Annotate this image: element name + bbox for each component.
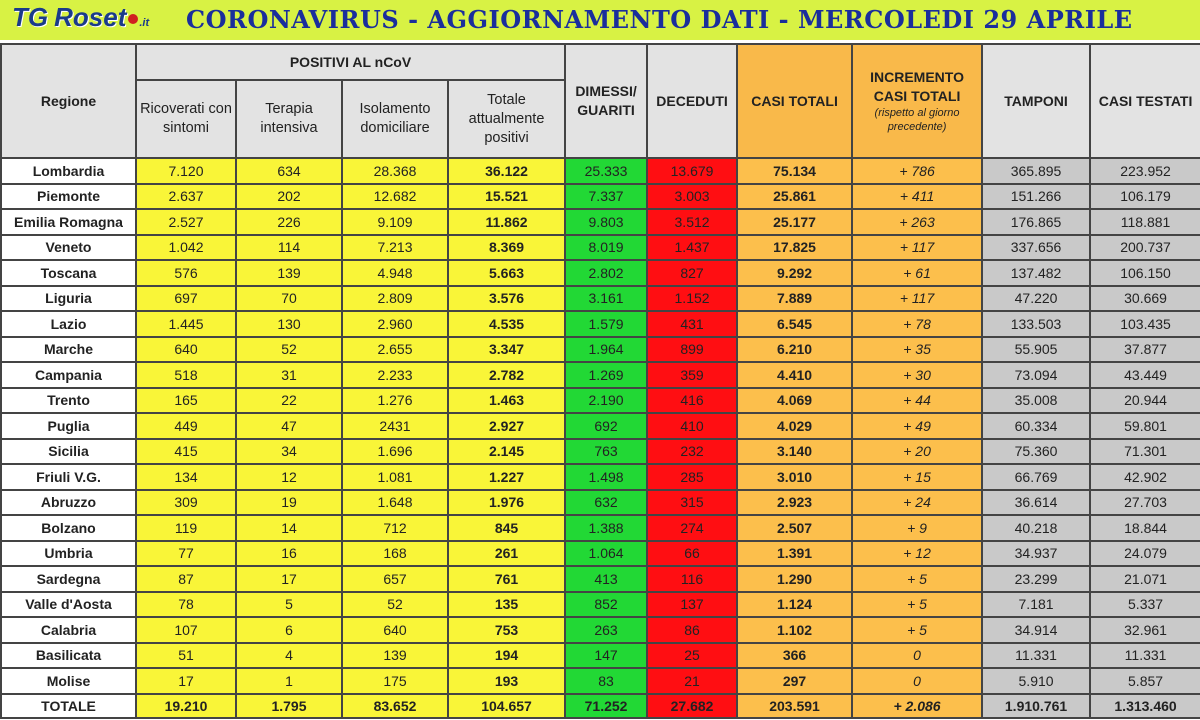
cell-ricoverati: 697 [136, 286, 236, 312]
cell-deceduti: 315 [647, 490, 737, 516]
cell-deceduti: 410 [647, 413, 737, 439]
cell-dimessi: 852 [565, 592, 647, 618]
cell-casi-testati: 37.877 [1090, 337, 1200, 363]
cell-isolamento: 2.233 [342, 362, 448, 388]
cell-ricoverati: 165 [136, 388, 236, 414]
cell-incremento: + 5 [852, 566, 982, 592]
header-incremento-note: (rispetto al giorno precedente) [874, 107, 960, 133]
cell-terapia: 19 [236, 490, 342, 516]
cell-ricoverati: 134 [136, 464, 236, 490]
cell-casi-totali: 7.889 [737, 286, 852, 312]
header-dimessi: DIMESSI/ GUARITI [565, 44, 647, 158]
table-row [1, 158, 1200, 184]
header-regione: Regione [1, 44, 136, 158]
cell-tamponi-total: 1.910.761 [982, 694, 1090, 718]
cell-totale-positivi: 193 [448, 668, 565, 694]
cell-totale-positivi: 761 [448, 566, 565, 592]
cell-deceduti: 274 [647, 515, 737, 541]
cell-incremento: 0 [852, 643, 982, 669]
cell-casi-testati: 118.881 [1090, 209, 1200, 235]
cell-tamponi: 337.656 [982, 235, 1090, 261]
cell-tamponi: 176.865 [982, 209, 1090, 235]
cell-casi-totali: 4.029 [737, 413, 852, 439]
cell-terapia: 34 [236, 439, 342, 465]
cell-tamponi: 47.220 [982, 286, 1090, 312]
cell-dimessi: 9.803 [565, 209, 647, 235]
cell-totale-positivi: 753 [448, 617, 565, 643]
cell-regione: Veneto [1, 235, 136, 261]
table-row [1, 413, 1200, 439]
cell-isolamento: 1.081 [342, 464, 448, 490]
cell-isolamento: 2.809 [342, 286, 448, 312]
cell-incremento: + 24 [852, 490, 982, 516]
cell-terapia: 5 [236, 592, 342, 618]
cell-tamponi: 60.334 [982, 413, 1090, 439]
cell-ricoverati: 309 [136, 490, 236, 516]
table-row [1, 311, 1200, 337]
table-row [1, 388, 1200, 414]
cell-ricoverati: 1.042 [136, 235, 236, 261]
cell-regione: Marche [1, 337, 136, 363]
header-positivi-group: POSITIVI AL nCoV [136, 44, 565, 80]
data-table-wrapper [0, 43, 1200, 720]
cell-totale-positivi: 4.535 [448, 311, 565, 337]
cell-dimessi: 2.190 [565, 388, 647, 414]
cell-casi-testati: 42.902 [1090, 464, 1200, 490]
cell-deceduti: 86 [647, 617, 737, 643]
cell-totale-positivi: 2.782 [448, 362, 565, 388]
cell-dimessi: 1.964 [565, 337, 647, 363]
cell-casi-testati: 27.703 [1090, 490, 1200, 516]
cell-ricoverati: 78 [136, 592, 236, 618]
cell-deceduti: 116 [647, 566, 737, 592]
cell-dimessi: 8.019 [565, 235, 647, 261]
cell-regione: Molise [1, 668, 136, 694]
cell-casi-testati: 21.071 [1090, 566, 1200, 592]
cell-incremento: + 786 [852, 158, 982, 184]
cell-casi-totali: 366 [737, 643, 852, 669]
cell-terapia: 6 [236, 617, 342, 643]
cell-isolamento: 9.109 [342, 209, 448, 235]
cell-regione: Lazio [1, 311, 136, 337]
table-row-total [1, 694, 1200, 718]
header-casi-totali: CASI TOTALI [737, 44, 852, 158]
cell-casi-totali: 4.069 [737, 388, 852, 414]
cell-isolamento: 657 [342, 566, 448, 592]
header-terapia: Terapia intensiva [236, 80, 342, 158]
cell-totale-positivi: 5.663 [448, 260, 565, 286]
cell-dimessi: 263 [565, 617, 647, 643]
cell-incremento: + 35 [852, 337, 982, 363]
cell-casi-totali: 17.825 [737, 235, 852, 261]
cell-tamponi: 73.094 [982, 362, 1090, 388]
cell-incremento: + 5 [852, 617, 982, 643]
cell-tamponi: 151.266 [982, 184, 1090, 210]
logo-dot-icon [128, 14, 138, 24]
cell-deceduti: 431 [647, 311, 737, 337]
cell-incremento: + 117 [852, 286, 982, 312]
cell-casi-totali: 3.140 [737, 439, 852, 465]
header-casi-testati: CASI TESTATI [1090, 44, 1200, 158]
cell-terapia: 226 [236, 209, 342, 235]
cell-casi-totali: 3.010 [737, 464, 852, 490]
cell-casi-testati: 71.301 [1090, 439, 1200, 465]
table-row [1, 235, 1200, 261]
cell-totale-positivi: 11.862 [448, 209, 565, 235]
table-row [1, 490, 1200, 516]
cell-deceduti: 285 [647, 464, 737, 490]
cell-terapia: 139 [236, 260, 342, 286]
cell-incremento: + 9 [852, 515, 982, 541]
cell-casi-testati: 59.801 [1090, 413, 1200, 439]
cell-isolamento: 712 [342, 515, 448, 541]
cell-totale-positivi: 36.122 [448, 158, 565, 184]
cell-totale-positivi: 261 [448, 541, 565, 567]
cell-regione: Valle d'Aosta [1, 592, 136, 618]
cell-terapia: 1 [236, 668, 342, 694]
cell-incremento: + 263 [852, 209, 982, 235]
cell-tamponi: 75.360 [982, 439, 1090, 465]
cell-terapia: 52 [236, 337, 342, 363]
cell-deceduti: 416 [647, 388, 737, 414]
cell-isolamento: 2431 [342, 413, 448, 439]
cell-casi-totali: 75.134 [737, 158, 852, 184]
cell-dimessi-total: 71.252 [565, 694, 647, 718]
cell-isolamento: 52 [342, 592, 448, 618]
cell-casi-totali: 25.861 [737, 184, 852, 210]
cell-isolamento: 2.960 [342, 311, 448, 337]
cell-isolamento: 12.682 [342, 184, 448, 210]
cell-deceduti: 1.437 [647, 235, 737, 261]
cell-casi-testati: 103.435 [1090, 311, 1200, 337]
cell-casi-totali: 25.177 [737, 209, 852, 235]
cell-incremento: + 49 [852, 413, 982, 439]
table-row [1, 515, 1200, 541]
cell-regione: Lombardia [1, 158, 136, 184]
cell-totale-positivi: 1.463 [448, 388, 565, 414]
cell-incremento: + 30 [852, 362, 982, 388]
cell-tamponi: 35.008 [982, 388, 1090, 414]
cell-dimessi: 3.161 [565, 286, 647, 312]
cell-deceduti: 827 [647, 260, 737, 286]
cell-casi-totali-total: 203.591 [737, 694, 852, 718]
cell-deceduti-total: 27.682 [647, 694, 737, 718]
cell-dimessi: 147 [565, 643, 647, 669]
cell-totale-positivi: 3.347 [448, 337, 565, 363]
cell-regione: Emilia Romagna [1, 209, 136, 235]
cell-incremento: + 78 [852, 311, 982, 337]
cell-incremento: 0 [852, 668, 982, 694]
cell-deceduti: 3.512 [647, 209, 737, 235]
cell-dimessi: 1.269 [565, 362, 647, 388]
cell-isolamento: 1.276 [342, 388, 448, 414]
cell-casi-totali: 4.410 [737, 362, 852, 388]
cell-tamponi: 5.910 [982, 668, 1090, 694]
cell-deceduti: 13.679 [647, 158, 737, 184]
cell-casi-testati: 106.179 [1090, 184, 1200, 210]
cell-ricoverati: 2.637 [136, 184, 236, 210]
table-row [1, 286, 1200, 312]
header-incremento [852, 44, 982, 158]
cell-terapia: 634 [236, 158, 342, 184]
cell-casi-testati: 18.844 [1090, 515, 1200, 541]
cell-isolamento: 1.696 [342, 439, 448, 465]
cell-totale-positivi: 1.227 [448, 464, 565, 490]
cell-isolamento: 28.368 [342, 158, 448, 184]
cell-regione: Umbria [1, 541, 136, 567]
cell-dimessi: 83 [565, 668, 647, 694]
cell-ricoverati: 449 [136, 413, 236, 439]
cell-incremento: + 411 [852, 184, 982, 210]
cell-isolamento: 1.648 [342, 490, 448, 516]
cell-terapia: 14 [236, 515, 342, 541]
cell-totale-positivi-total: 104.657 [448, 694, 565, 718]
logo-suffix: .it [139, 17, 150, 29]
cell-regione: Liguria [1, 286, 136, 312]
cell-terapia: 47 [236, 413, 342, 439]
cell-ricoverati: 640 [136, 337, 236, 363]
cell-ricoverati: 518 [136, 362, 236, 388]
table-body [1, 158, 1200, 718]
cell-tamponi: 55.905 [982, 337, 1090, 363]
cell-casi-testati: 200.737 [1090, 235, 1200, 261]
cell-totale-positivi: 194 [448, 643, 565, 669]
cell-totale-positivi: 15.521 [448, 184, 565, 210]
cell-ricoverati-total: 19.210 [136, 694, 236, 718]
cell-deceduti: 66 [647, 541, 737, 567]
cell-totale-positivi: 8.369 [448, 235, 565, 261]
cell-casi-testati: 106.150 [1090, 260, 1200, 286]
table-row [1, 362, 1200, 388]
cell-regione: Abruzzo [1, 490, 136, 516]
cell-ricoverati: 2.527 [136, 209, 236, 235]
cell-casi-totali: 9.292 [737, 260, 852, 286]
cell-deceduti: 25 [647, 643, 737, 669]
cell-tamponi: 34.937 [982, 541, 1090, 567]
cell-dimessi: 2.802 [565, 260, 647, 286]
cell-deceduti: 359 [647, 362, 737, 388]
table-row [1, 541, 1200, 567]
cell-regione: Friuli V.G. [1, 464, 136, 490]
cell-casi-totali: 1.102 [737, 617, 852, 643]
table-row [1, 592, 1200, 618]
cell-incremento: + 61 [852, 260, 982, 286]
cell-incremento: + 5 [852, 592, 982, 618]
cell-deceduti: 21 [647, 668, 737, 694]
cell-deceduti: 137 [647, 592, 737, 618]
cell-casi-testati: 43.449 [1090, 362, 1200, 388]
cell-totale-positivi: 3.576 [448, 286, 565, 312]
cell-totale-positivi: 135 [448, 592, 565, 618]
table-row [1, 617, 1200, 643]
cell-dimessi: 632 [565, 490, 647, 516]
logo-name: Roset [54, 2, 127, 32]
header-ricoverati: Ricoverati con sintomi [136, 80, 236, 158]
cell-casi-totali: 1.290 [737, 566, 852, 592]
cell-terapia: 202 [236, 184, 342, 210]
cell-casi-testati: 5.337 [1090, 592, 1200, 618]
header-isolamento: Isolamento domiciliare [342, 80, 448, 158]
cell-casi-testati: 223.952 [1090, 158, 1200, 184]
cell-ricoverati: 415 [136, 439, 236, 465]
cell-casi-testati: 24.079 [1090, 541, 1200, 567]
cell-deceduti: 1.152 [647, 286, 737, 312]
cell-casi-testati: 20.944 [1090, 388, 1200, 414]
table-row [1, 209, 1200, 235]
title-banner [0, 0, 1200, 40]
cell-isolamento: 4.948 [342, 260, 448, 286]
cell-dimessi: 1.388 [565, 515, 647, 541]
cell-regione: Campania [1, 362, 136, 388]
table-row [1, 464, 1200, 490]
cell-regione: Toscana [1, 260, 136, 286]
cell-isolamento: 640 [342, 617, 448, 643]
cell-regione: Sicilia [1, 439, 136, 465]
cell-tamponi: 66.769 [982, 464, 1090, 490]
cell-incremento: + 117 [852, 235, 982, 261]
cell-regione: Sardegna [1, 566, 136, 592]
cell-regione: Piemonte [1, 184, 136, 210]
cell-tamponi: 40.218 [982, 515, 1090, 541]
cell-terapia: 114 [236, 235, 342, 261]
cell-tamponi: 133.503 [982, 311, 1090, 337]
tg-roseto-logo [12, 2, 149, 36]
cell-regione: Calabria [1, 617, 136, 643]
cell-tamponi: 11.331 [982, 643, 1090, 669]
cell-terapia: 17 [236, 566, 342, 592]
cell-tamponi: 7.181 [982, 592, 1090, 618]
cell-dimessi: 413 [565, 566, 647, 592]
cell-incremento: + 12 [852, 541, 982, 567]
cell-deceduti: 3.003 [647, 184, 737, 210]
cell-casi-totali: 2.923 [737, 490, 852, 516]
cell-ricoverati: 87 [136, 566, 236, 592]
cell-terapia: 70 [236, 286, 342, 312]
cell-dimessi: 25.333 [565, 158, 647, 184]
cell-ricoverati: 77 [136, 541, 236, 567]
cell-isolamento: 2.655 [342, 337, 448, 363]
cell-ricoverati: 51 [136, 643, 236, 669]
cell-terapia-total: 1.795 [236, 694, 342, 718]
cell-dimessi: 1.579 [565, 311, 647, 337]
cell-ricoverati: 576 [136, 260, 236, 286]
cell-totale-positivi: 2.145 [448, 439, 565, 465]
cell-tamponi: 137.482 [982, 260, 1090, 286]
cell-casi-totali: 6.210 [737, 337, 852, 363]
cell-casi-testati: 11.331 [1090, 643, 1200, 669]
page-title: CORONAVIRUS - AGGIORNAMENTO DATI - MERCOLEDI 29 APRILE [186, 5, 1133, 34]
cell-casi-testati-total: 1.313.460 [1090, 694, 1200, 718]
cell-terapia: 4 [236, 643, 342, 669]
cell-casi-totali: 6.545 [737, 311, 852, 337]
cell-dimessi: 7.337 [565, 184, 647, 210]
table-row [1, 260, 1200, 286]
cell-isolamento-total: 83.652 [342, 694, 448, 718]
cell-casi-totali: 2.507 [737, 515, 852, 541]
logo-tg: TG [12, 2, 49, 32]
cell-terapia: 130 [236, 311, 342, 337]
cell-incremento: + 20 [852, 439, 982, 465]
cell-dimessi: 692 [565, 413, 647, 439]
cell-totale-positivi: 845 [448, 515, 565, 541]
cell-incremento: + 44 [852, 388, 982, 414]
cell-tamponi: 34.914 [982, 617, 1090, 643]
cell-ricoverati: 7.120 [136, 158, 236, 184]
table-row [1, 337, 1200, 363]
cell-terapia: 12 [236, 464, 342, 490]
table-row [1, 668, 1200, 694]
covid-data-table [0, 43, 1200, 719]
cell-totale-positivi: 1.976 [448, 490, 565, 516]
cell-ricoverati: 119 [136, 515, 236, 541]
table-row [1, 439, 1200, 465]
cell-isolamento: 168 [342, 541, 448, 567]
cell-terapia: 31 [236, 362, 342, 388]
header-tamponi: TAMPONI [982, 44, 1090, 158]
cell-dimessi: 1.064 [565, 541, 647, 567]
cell-deceduti: 232 [647, 439, 737, 465]
cell-dimessi: 1.498 [565, 464, 647, 490]
cell-tamponi: 23.299 [982, 566, 1090, 592]
header-incremento-label: INCREMENTO CASI TOTALI [870, 69, 964, 104]
cell-ricoverati: 107 [136, 617, 236, 643]
cell-terapia: 16 [236, 541, 342, 567]
cell-tamponi: 36.614 [982, 490, 1090, 516]
table-row [1, 643, 1200, 669]
header-deceduti: DECEDUTI [647, 44, 737, 158]
header-totale-positivi: Totale attualmente positivi [448, 80, 565, 158]
cell-casi-totali: 1.391 [737, 541, 852, 567]
cell-casi-totali: 1.124 [737, 592, 852, 618]
cell-isolamento: 139 [342, 643, 448, 669]
cell-terapia: 22 [236, 388, 342, 414]
cell-incremento: + 15 [852, 464, 982, 490]
cell-regione: Basilicata [1, 643, 136, 669]
cell-deceduti: 899 [647, 337, 737, 363]
cell-ricoverati: 1.445 [136, 311, 236, 337]
cell-ricoverati: 17 [136, 668, 236, 694]
table-row [1, 184, 1200, 210]
cell-incremento-total: + 2.086 [852, 694, 982, 718]
cell-casi-testati: 5.857 [1090, 668, 1200, 694]
cell-casi-testati: 32.961 [1090, 617, 1200, 643]
cell-regione: Puglia [1, 413, 136, 439]
cell-casi-testati: 30.669 [1090, 286, 1200, 312]
cell-regione-total: TOTALE [1, 694, 136, 718]
cell-isolamento: 175 [342, 668, 448, 694]
cell-casi-totali: 297 [737, 668, 852, 694]
cell-regione: Trento [1, 388, 136, 414]
cell-regione: Bolzano [1, 515, 136, 541]
table-row [1, 566, 1200, 592]
cell-totale-positivi: 2.927 [448, 413, 565, 439]
cell-tamponi: 365.895 [982, 158, 1090, 184]
cell-dimessi: 763 [565, 439, 647, 465]
cell-isolamento: 7.213 [342, 235, 448, 261]
